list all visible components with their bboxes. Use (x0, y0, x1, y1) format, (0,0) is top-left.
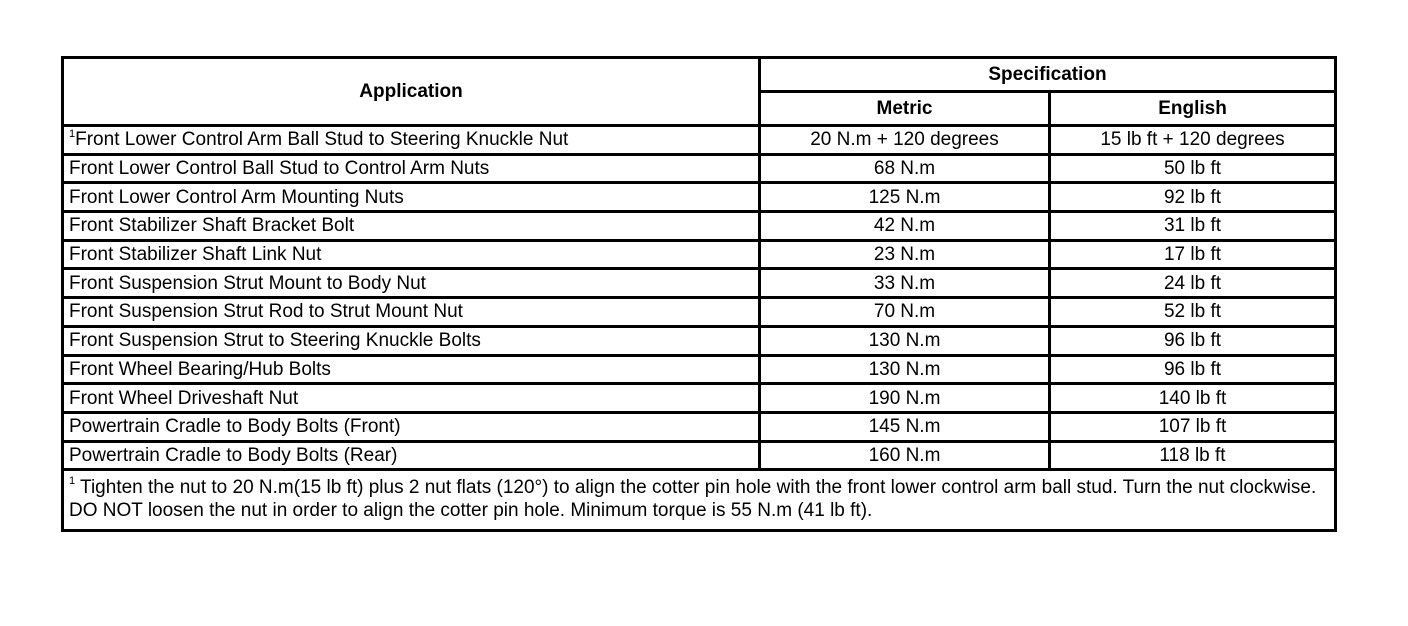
english-value: 96 lb ft (1050, 326, 1336, 355)
metric-value: 68 N.m (760, 154, 1050, 183)
footnote-marker: 1 (69, 475, 76, 488)
metric-value: 23 N.m (760, 240, 1050, 269)
table-row (63, 240, 1336, 269)
footnote-text: Tighten the nut to 20 N.m(15 lb ft) plus 2 nut flats (120°) to align the cotter pin hole with the front lower control arm ball stud. Turn the nut clockwise. DO NOT loosen the nut in order to align the cotter pin hole. Minimum torque is 55 N.m (41 lb ft). (69, 477, 1317, 522)
application-label: Front Wheel Bearing/Hub Bolts (69, 358, 331, 380)
application-cell (63, 355, 760, 384)
application-cell (63, 126, 760, 155)
table-row (63, 183, 1336, 212)
english-value: 50 lb ft (1050, 154, 1336, 183)
table-body (63, 126, 1336, 470)
application-cell (63, 183, 760, 212)
application-cell (63, 384, 760, 413)
application-label: Front Lower Control Arm Ball Stud to Steering Knuckle Nut (75, 129, 569, 151)
metric-value: 125 N.m (760, 183, 1050, 212)
metric-value: 145 N.m (760, 412, 1050, 441)
metric-value: 130 N.m (760, 326, 1050, 355)
metric-header: Metric (760, 92, 1050, 126)
english-value: 17 lb ft (1050, 240, 1336, 269)
table-header (63, 58, 1336, 126)
english-value: 31 lb ft (1050, 212, 1336, 241)
table-row (63, 212, 1336, 241)
table-row (63, 355, 1336, 384)
application-cell (63, 212, 760, 241)
application-label: Front Lower Control Arm Mounting Nuts (69, 186, 404, 208)
application-cell (63, 326, 760, 355)
metric-value: 42 N.m (760, 212, 1050, 241)
application-label: Front Lower Control Ball Stud to Control Arm Nuts (69, 158, 490, 180)
table-row (63, 154, 1336, 183)
english-value: 107 lb ft (1050, 412, 1336, 441)
english-value: 52 lb ft (1050, 298, 1336, 327)
application-label: Front Suspension Strut Mount to Body Nut (69, 272, 426, 294)
application-cell (63, 269, 760, 298)
specification-header: Specification (760, 58, 1336, 92)
application-cell (63, 298, 760, 327)
application-label: Front Suspension Strut Rod to Strut Mount Nut (69, 301, 463, 323)
application-cell (63, 240, 760, 269)
footnote (63, 470, 1336, 530)
table-row (63, 298, 1336, 327)
table-row (63, 412, 1336, 441)
english-value: 140 lb ft (1050, 384, 1336, 413)
english-header: English (1050, 92, 1336, 126)
metric-value: 190 N.m (760, 384, 1050, 413)
application-label: Front Suspension Strut to Steering Knuckle Bolts (69, 330, 481, 352)
application-cell (63, 154, 760, 183)
english-value: 118 lb ft (1050, 441, 1336, 470)
application-label: Front Wheel Driveshaft Nut (69, 387, 299, 409)
application-label: Powertrain Cradle to Body Bolts (Front) (69, 416, 401, 438)
table-row (63, 384, 1336, 413)
application-cell (63, 441, 760, 470)
application-label: Front Stabilizer Shaft Link Nut (69, 244, 322, 266)
table-row (63, 126, 1336, 155)
table-row (63, 441, 1336, 470)
metric-value: 130 N.m (760, 355, 1050, 384)
english-value: 24 lb ft (1050, 269, 1336, 298)
english-value: 96 lb ft (1050, 355, 1336, 384)
torque-spec-table (61, 56, 1337, 532)
application-label: Powertrain Cradle to Body Bolts (Rear) (69, 444, 398, 466)
footnote-ref-marker: 1 (69, 128, 76, 141)
english-value: 15 lb ft + 120 degrees (1050, 126, 1336, 155)
application-header: Application (63, 58, 760, 126)
metric-value: 20 N.m + 120 degrees (760, 126, 1050, 155)
table-row (63, 326, 1336, 355)
metric-value: 160 N.m (760, 441, 1050, 470)
application-label: Front Stabilizer Shaft Bracket Bolt (69, 215, 355, 237)
table-row (63, 269, 1336, 298)
metric-value: 70 N.m (760, 298, 1050, 327)
english-value: 92 lb ft (1050, 183, 1336, 212)
footnote-row (63, 470, 1336, 530)
metric-value: 33 N.m (760, 269, 1050, 298)
application-cell (63, 412, 760, 441)
